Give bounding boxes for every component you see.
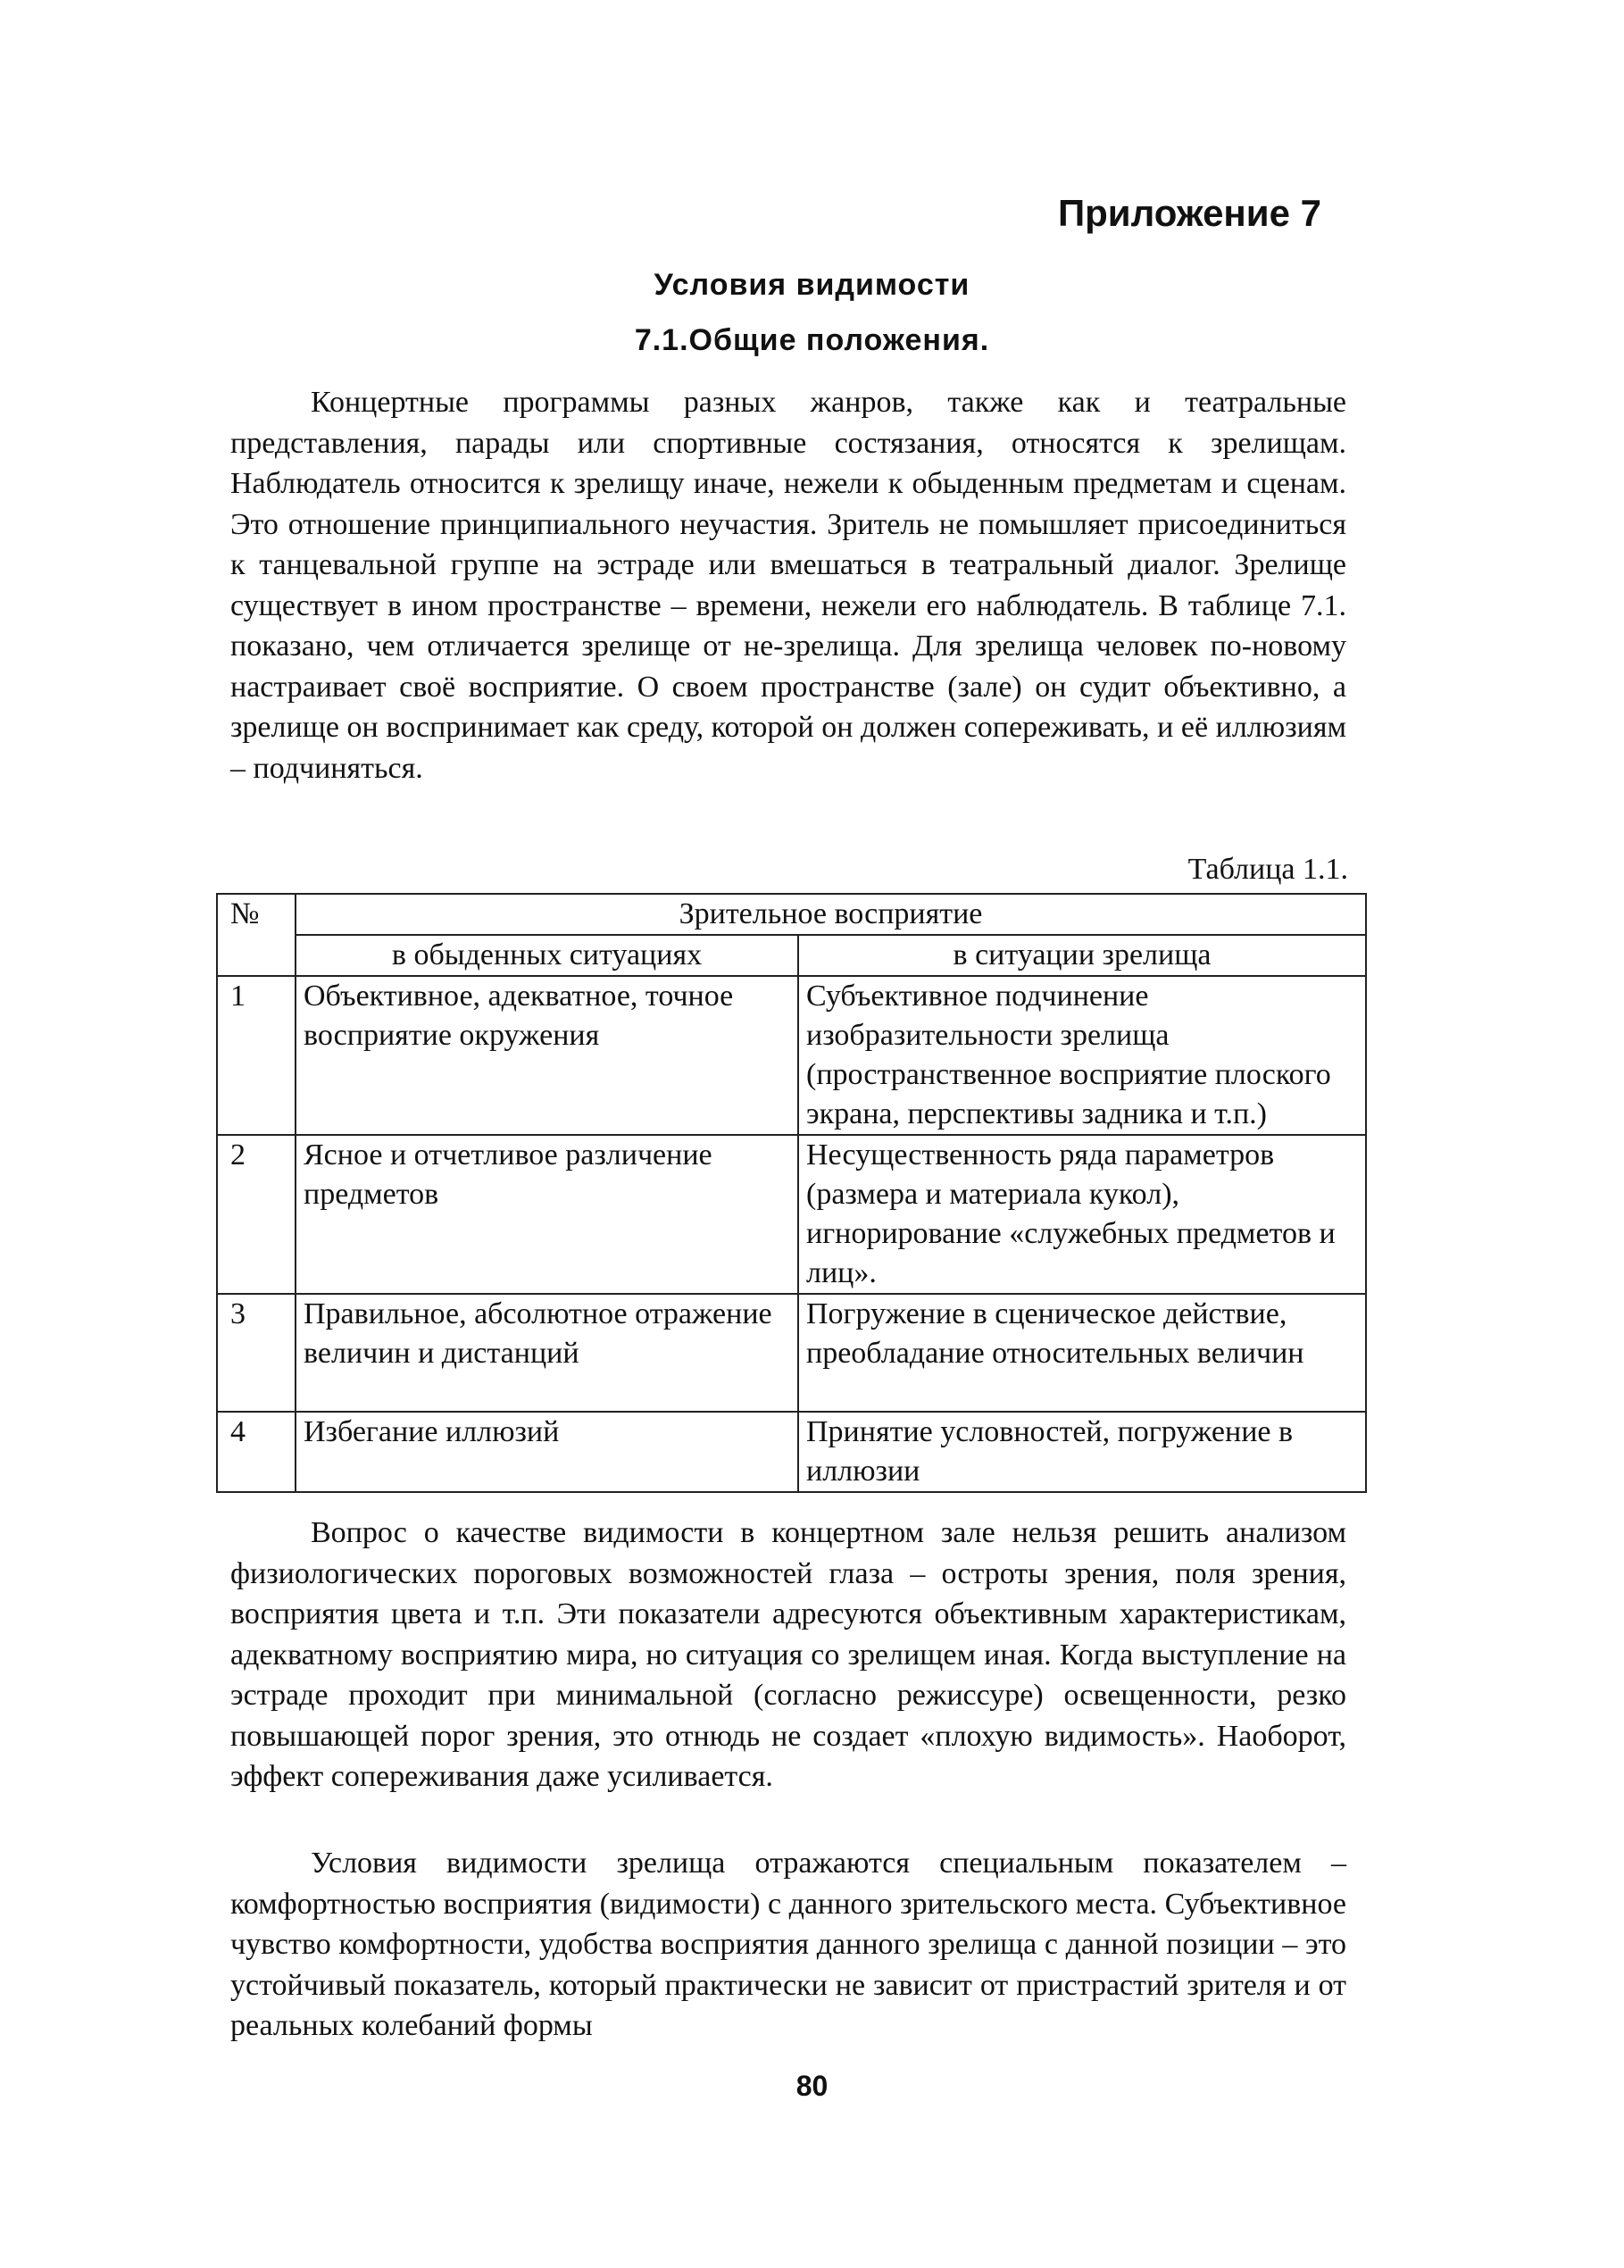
table-header-number: № [217, 894, 296, 976]
table-cell-everyday: Правильное, абсолютное отражение величин и дистанций [296, 1294, 798, 1412]
table-cell-number: 3 [217, 1294, 296, 1412]
paragraph-visibility-quality: Вопрос о качестве видимости в концертном зале нельзя решить анализом физиологических пороговых возможностей глаза – остроты зрения, поля зрения, восприятия цвета и т.п. Эти показатели адресуются объективным характеристикам, адекватному восприятию мира, но ситуация со зрелищем иная. Когда выступление на эстраде проходит при минимальной (согласно режиссуре) освещенности, резко повышающей порог зрения, это отнюдь не создает «плохую видимость». Наоборот, эффект сопереживания даже усиливается. [230, 1516, 1346, 1793]
page-number: 80 [795, 2070, 829, 2102]
table-subheader-row [217, 935, 1366, 976]
table-row [217, 976, 1366, 1135]
table-caption: Таблица 1.1. [1187, 853, 1348, 886]
table-header-spectacle: в ситуации зрелища [798, 935, 1366, 976]
table-cell-number: 1 [217, 976, 296, 1135]
table-row [217, 1135, 1366, 1294]
table-cell-everyday: Избегание иллюзий [296, 1412, 798, 1492]
paragraph-comfort: Условия видимости зрелища отражаются специальным показателем – комфортностью восприятия (видимости) с данного зрительского места. Субъективное чувство комфортности, удобства восприятия данного зрелища с данной позиции – это устойчивый показатель, который практически не зависит от пристрастий зрителя и от реальных колебаний формы [230, 1847, 1346, 2042]
table-header-group: Зрительное восприятие [296, 894, 1366, 935]
table-header-row [217, 894, 1366, 935]
table-cell-spectacle: Погружение в сценическое действие, преобладание относительных величин [798, 1294, 1366, 1412]
table-cell-spectacle: Несущественность ряда параметров (размера и материала кукол), игнорирование «служебных предметов и лиц». [798, 1135, 1366, 1294]
table-cell-everyday: Ясное и отчетливое различение предметов [296, 1135, 798, 1294]
table-cell-number: 4 [217, 1412, 296, 1492]
table-row [217, 1294, 1366, 1412]
section-title: Условия видимости [654, 268, 970, 302]
table-cell-everyday: Объективное, адекватное, точное восприятие окружения [296, 976, 798, 1135]
table-header-everyday: в обыденных ситуациях [296, 935, 798, 976]
table-row [217, 1412, 1366, 1492]
table-cell-spectacle: Принятие условностей, погружение в иллюзии [798, 1412, 1366, 1492]
paragraph-intro: Концертные программы разных жанров, также как и театральные представления, парады или спортивные состязания, относятся к зрелищам. Наблюдатель относится к зрелищу иначе, нежели к обыденным предметам и сценам. Это отношение принципиального неучастия. Зритель не помышляет присоединиться к танцевальной группе на эстраде или вмешаться в театральный диалог. Зрелище существует в ином пространстве – времени, нежели его наблюдатель. В таблице 7.1. показано, чем отличается зрелище от не-зрелища. Для зрелища человек по-новому настраивает своё восприятие. О своем пространстве (зале) он судит объективно, а зрелище он воспринимает как среду, которой он должен сопереживать, и её иллюзиям – подчиняться. [230, 386, 1346, 785]
section-subtitle: 7.1.Общие положения. [634, 323, 990, 357]
table-cell-spectacle: Субъективное подчинение изобразительности зрелища (пространственное восприятие плоского экрана, перспективы задника и т.п.) [798, 976, 1366, 1135]
appendix-label: Приложение 7 [1057, 192, 1321, 234]
perception-table [216, 893, 1367, 1493]
table-cell-number: 2 [217, 1135, 296, 1294]
